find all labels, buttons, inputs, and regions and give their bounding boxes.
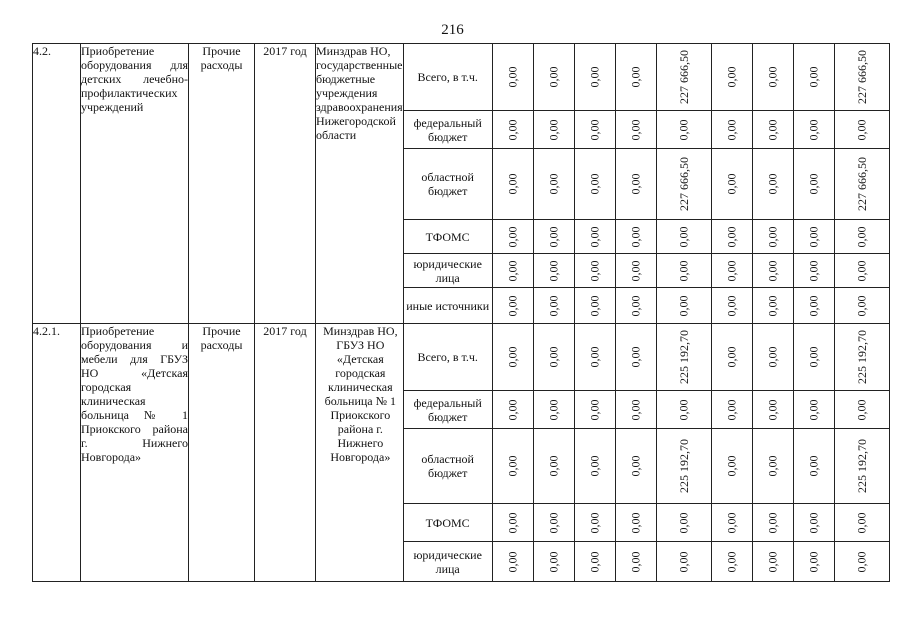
value-text: 0,00 (724, 551, 739, 572)
value-cell (492, 542, 533, 582)
value-text: 227 666,50 (854, 157, 869, 211)
value-text: 0,00 (806, 66, 821, 88)
funding-source: ТФОМС (403, 504, 492, 542)
value-cell (793, 429, 834, 504)
value-text: 0,00 (806, 226, 821, 247)
funding-source: юридические лица (403, 542, 492, 582)
value-cell (711, 254, 752, 288)
table-row (33, 44, 890, 111)
value-cell (615, 391, 656, 429)
value-cell (834, 220, 889, 254)
item-year: 2017 год (255, 324, 316, 582)
value-text: 0,00 (765, 346, 780, 368)
value-cell (711, 542, 752, 582)
expense-type: Прочие расходы (189, 44, 255, 324)
value-cell (834, 149, 889, 220)
funding-source: федеральный бюджет (403, 111, 492, 149)
value-text: 0,00 (854, 551, 869, 572)
value-text: 0,00 (854, 119, 869, 140)
value-cell (752, 220, 793, 254)
value-text: 0,00 (628, 455, 643, 477)
value-text: 0,00 (587, 346, 602, 368)
value-cell (656, 324, 711, 391)
value-cell (615, 324, 656, 391)
value-text: 0,00 (724, 512, 739, 533)
value-cell (533, 324, 574, 391)
value-cell (574, 254, 615, 288)
value-cell (574, 288, 615, 324)
value-text: 0,00 (765, 173, 780, 195)
funding-source: областной бюджет (403, 149, 492, 220)
value-cell (492, 288, 533, 324)
value-cell (615, 504, 656, 542)
value-cell (492, 324, 533, 391)
value-cell (533, 288, 574, 324)
value-cell (615, 44, 656, 111)
value-text: 0,00 (587, 173, 602, 195)
value-text: 0,00 (806, 512, 821, 533)
value-text: 0,00 (765, 512, 780, 533)
value-text: 0,00 (854, 226, 869, 247)
value-cell (574, 220, 615, 254)
funding-source: юридические лица (403, 254, 492, 288)
value-cell (793, 504, 834, 542)
funding-source: иные источники (403, 288, 492, 324)
value-text: 0,00 (765, 260, 780, 281)
value-text: 0,00 (806, 173, 821, 195)
value-cell (752, 254, 793, 288)
value-text: 0,00 (505, 551, 520, 572)
value-cell (793, 324, 834, 391)
value-cell (834, 542, 889, 582)
value-cell (656, 149, 711, 220)
value-text: 0,00 (628, 295, 643, 316)
value-text: 0,00 (854, 399, 869, 420)
value-cell (793, 288, 834, 324)
value-text: 0,00 (806, 551, 821, 572)
value-text: 0,00 (765, 551, 780, 572)
value-text: 0,00 (628, 399, 643, 420)
value-text: 0,00 (546, 260, 561, 281)
value-text: 225 192,70 (854, 439, 869, 493)
value-cell (492, 220, 533, 254)
value-text: 227 666,50 (676, 157, 691, 211)
value-cell (656, 429, 711, 504)
value-text: 0,00 (628, 66, 643, 88)
value-cell (533, 44, 574, 111)
funding-source: Всего, в т.ч. (403, 324, 492, 391)
value-cell (711, 504, 752, 542)
value-text: 0,00 (676, 399, 691, 420)
value-text: 0,00 (505, 173, 520, 195)
value-text: 0,00 (505, 512, 520, 533)
value-text: 0,00 (854, 512, 869, 533)
value-text: 0,00 (505, 346, 520, 368)
value-text: 0,00 (587, 226, 602, 247)
funding-source: Всего, в т.ч. (403, 44, 492, 111)
value-text: 0,00 (724, 295, 739, 316)
value-text: 225 192,70 (676, 330, 691, 384)
value-text: 0,00 (587, 260, 602, 281)
value-text: 0,00 (676, 226, 691, 247)
value-text: 0,00 (806, 295, 821, 316)
value-cell (834, 111, 889, 149)
item-year: 2017 год (255, 44, 316, 324)
value-cell (615, 254, 656, 288)
value-cell (752, 288, 793, 324)
value-text: 0,00 (546, 551, 561, 572)
value-text: 0,00 (854, 295, 869, 316)
value-cell (574, 44, 615, 111)
item-number: 4.2. (33, 44, 81, 324)
value-text: 0,00 (676, 551, 691, 572)
value-cell (615, 149, 656, 220)
value-cell (656, 391, 711, 429)
value-text: 0,00 (628, 226, 643, 247)
value-text: 0,00 (505, 226, 520, 247)
value-cell (492, 254, 533, 288)
value-text: 0,00 (724, 399, 739, 420)
value-cell (752, 542, 793, 582)
value-text: 0,00 (505, 295, 520, 316)
value-cell (656, 288, 711, 324)
value-cell (834, 254, 889, 288)
funding-source: ТФОМС (403, 220, 492, 254)
expense-type: Прочие расходы (189, 324, 255, 582)
value-text: 0,00 (676, 512, 691, 533)
funding-source: федеральный бюджет (403, 391, 492, 429)
value-cell (492, 391, 533, 429)
value-cell (834, 288, 889, 324)
value-text: 0,00 (765, 66, 780, 88)
value-text: 0,00 (587, 295, 602, 316)
value-cell (533, 254, 574, 288)
value-text: 0,00 (628, 512, 643, 533)
value-text: 0,00 (546, 226, 561, 247)
value-cell (533, 111, 574, 149)
value-text: 0,00 (587, 66, 602, 88)
item-executor: Минздрав НО, ГБУЗ НО «Детская городская клиническая больница № 1 Приокского района г. Нижнего Новгорода» (316, 324, 404, 582)
value-text: 0,00 (854, 260, 869, 281)
value-text: 0,00 (546, 66, 561, 88)
value-cell (533, 391, 574, 429)
funding-source: областной бюджет (403, 429, 492, 504)
value-cell (834, 324, 889, 391)
value-text: 0,00 (765, 119, 780, 140)
value-cell (711, 220, 752, 254)
value-text: 0,00 (724, 173, 739, 195)
value-cell (615, 542, 656, 582)
value-cell (834, 391, 889, 429)
value-text: 0,00 (806, 346, 821, 368)
value-cell (752, 504, 793, 542)
value-text: 0,00 (546, 173, 561, 195)
value-cell (656, 542, 711, 582)
value-cell (711, 149, 752, 220)
value-cell (533, 542, 574, 582)
value-cell (656, 504, 711, 542)
value-text: 0,00 (546, 455, 561, 477)
value-text: 0,00 (628, 260, 643, 281)
value-text: 0,00 (587, 512, 602, 533)
value-cell (574, 542, 615, 582)
value-cell (615, 429, 656, 504)
value-cell (793, 149, 834, 220)
value-text: 0,00 (765, 455, 780, 477)
value-text: 0,00 (628, 119, 643, 140)
value-cell (793, 391, 834, 429)
value-cell (492, 429, 533, 504)
value-cell (492, 44, 533, 111)
value-cell (793, 44, 834, 111)
value-text: 0,00 (546, 399, 561, 420)
value-cell (834, 44, 889, 111)
value-cell (615, 288, 656, 324)
value-cell (752, 391, 793, 429)
value-text: 0,00 (546, 346, 561, 368)
value-text: 0,00 (628, 346, 643, 368)
value-cell (533, 149, 574, 220)
program-table (32, 43, 890, 582)
value-text: 0,00 (587, 455, 602, 477)
value-text: 0,00 (505, 119, 520, 140)
value-text: 0,00 (806, 260, 821, 281)
value-text: 0,00 (628, 173, 643, 195)
value-text: 227 666,50 (854, 50, 869, 104)
value-text: 0,00 (724, 346, 739, 368)
value-cell (834, 429, 889, 504)
value-text: 0,00 (505, 399, 520, 420)
value-text: 0,00 (587, 119, 602, 140)
value-text: 0,00 (505, 66, 520, 88)
value-cell (574, 149, 615, 220)
value-text: 225 192,70 (854, 330, 869, 384)
page-number: 216 (441, 22, 464, 38)
value-cell (533, 504, 574, 542)
value-text: 0,00 (765, 226, 780, 247)
value-text: 0,00 (676, 295, 691, 316)
value-cell (492, 504, 533, 542)
value-cell (711, 288, 752, 324)
value-cell (574, 504, 615, 542)
value-cell (492, 111, 533, 149)
value-cell (752, 429, 793, 504)
item-executor: Минздрав НО, государственные бюджетные учреждения здравоохранения Нижегородской области (316, 44, 404, 324)
value-text: 225 192,70 (676, 439, 691, 493)
value-cell (793, 542, 834, 582)
value-text: 0,00 (724, 260, 739, 281)
value-cell (793, 220, 834, 254)
value-text: 0,00 (546, 119, 561, 140)
value-text: 0,00 (505, 455, 520, 477)
value-text: 0,00 (505, 260, 520, 281)
value-cell (711, 44, 752, 111)
value-cell (656, 220, 711, 254)
value-cell (574, 111, 615, 149)
value-text: 0,00 (628, 551, 643, 572)
value-text: 0,00 (806, 119, 821, 140)
value-text: 0,00 (546, 512, 561, 533)
item-name: Приобретение оборудования и мебели для ГБУЗ НО «Детская городская клиническая больница № 1 Приокского района г. Нижнего Новгорода» (81, 324, 189, 582)
value-cell (793, 254, 834, 288)
value-cell (574, 429, 615, 504)
value-cell (752, 149, 793, 220)
value-cell (533, 429, 574, 504)
value-cell (533, 220, 574, 254)
value-cell (615, 220, 656, 254)
value-text: 0,00 (724, 66, 739, 88)
value-cell (656, 254, 711, 288)
value-text: 0,00 (724, 226, 739, 247)
value-text: 0,00 (724, 119, 739, 140)
value-cell (793, 111, 834, 149)
value-text: 0,00 (765, 295, 780, 316)
value-cell (656, 111, 711, 149)
table-row (33, 324, 890, 391)
value-cell (492, 149, 533, 220)
value-cell (656, 44, 711, 111)
value-cell (615, 111, 656, 149)
value-text: 227 666,50 (676, 50, 691, 104)
value-cell (711, 111, 752, 149)
value-text: 0,00 (806, 399, 821, 420)
value-cell (711, 391, 752, 429)
item-number: 4.2.1. (33, 324, 81, 582)
value-cell (752, 44, 793, 111)
value-cell (752, 324, 793, 391)
value-text: 0,00 (724, 455, 739, 477)
value-text: 0,00 (676, 260, 691, 281)
value-cell (711, 324, 752, 391)
value-text: 0,00 (587, 399, 602, 420)
value-cell (834, 504, 889, 542)
value-text: 0,00 (587, 551, 602, 572)
value-cell (574, 324, 615, 391)
item-name: Приобретение оборудования для детских лечебно-профилактических учреждений (81, 44, 189, 324)
value-text: 0,00 (806, 455, 821, 477)
value-cell (711, 429, 752, 504)
value-cell (752, 111, 793, 149)
value-cell (574, 391, 615, 429)
value-text: 0,00 (676, 119, 691, 140)
value-text: 0,00 (546, 295, 561, 316)
value-text: 0,00 (765, 399, 780, 420)
